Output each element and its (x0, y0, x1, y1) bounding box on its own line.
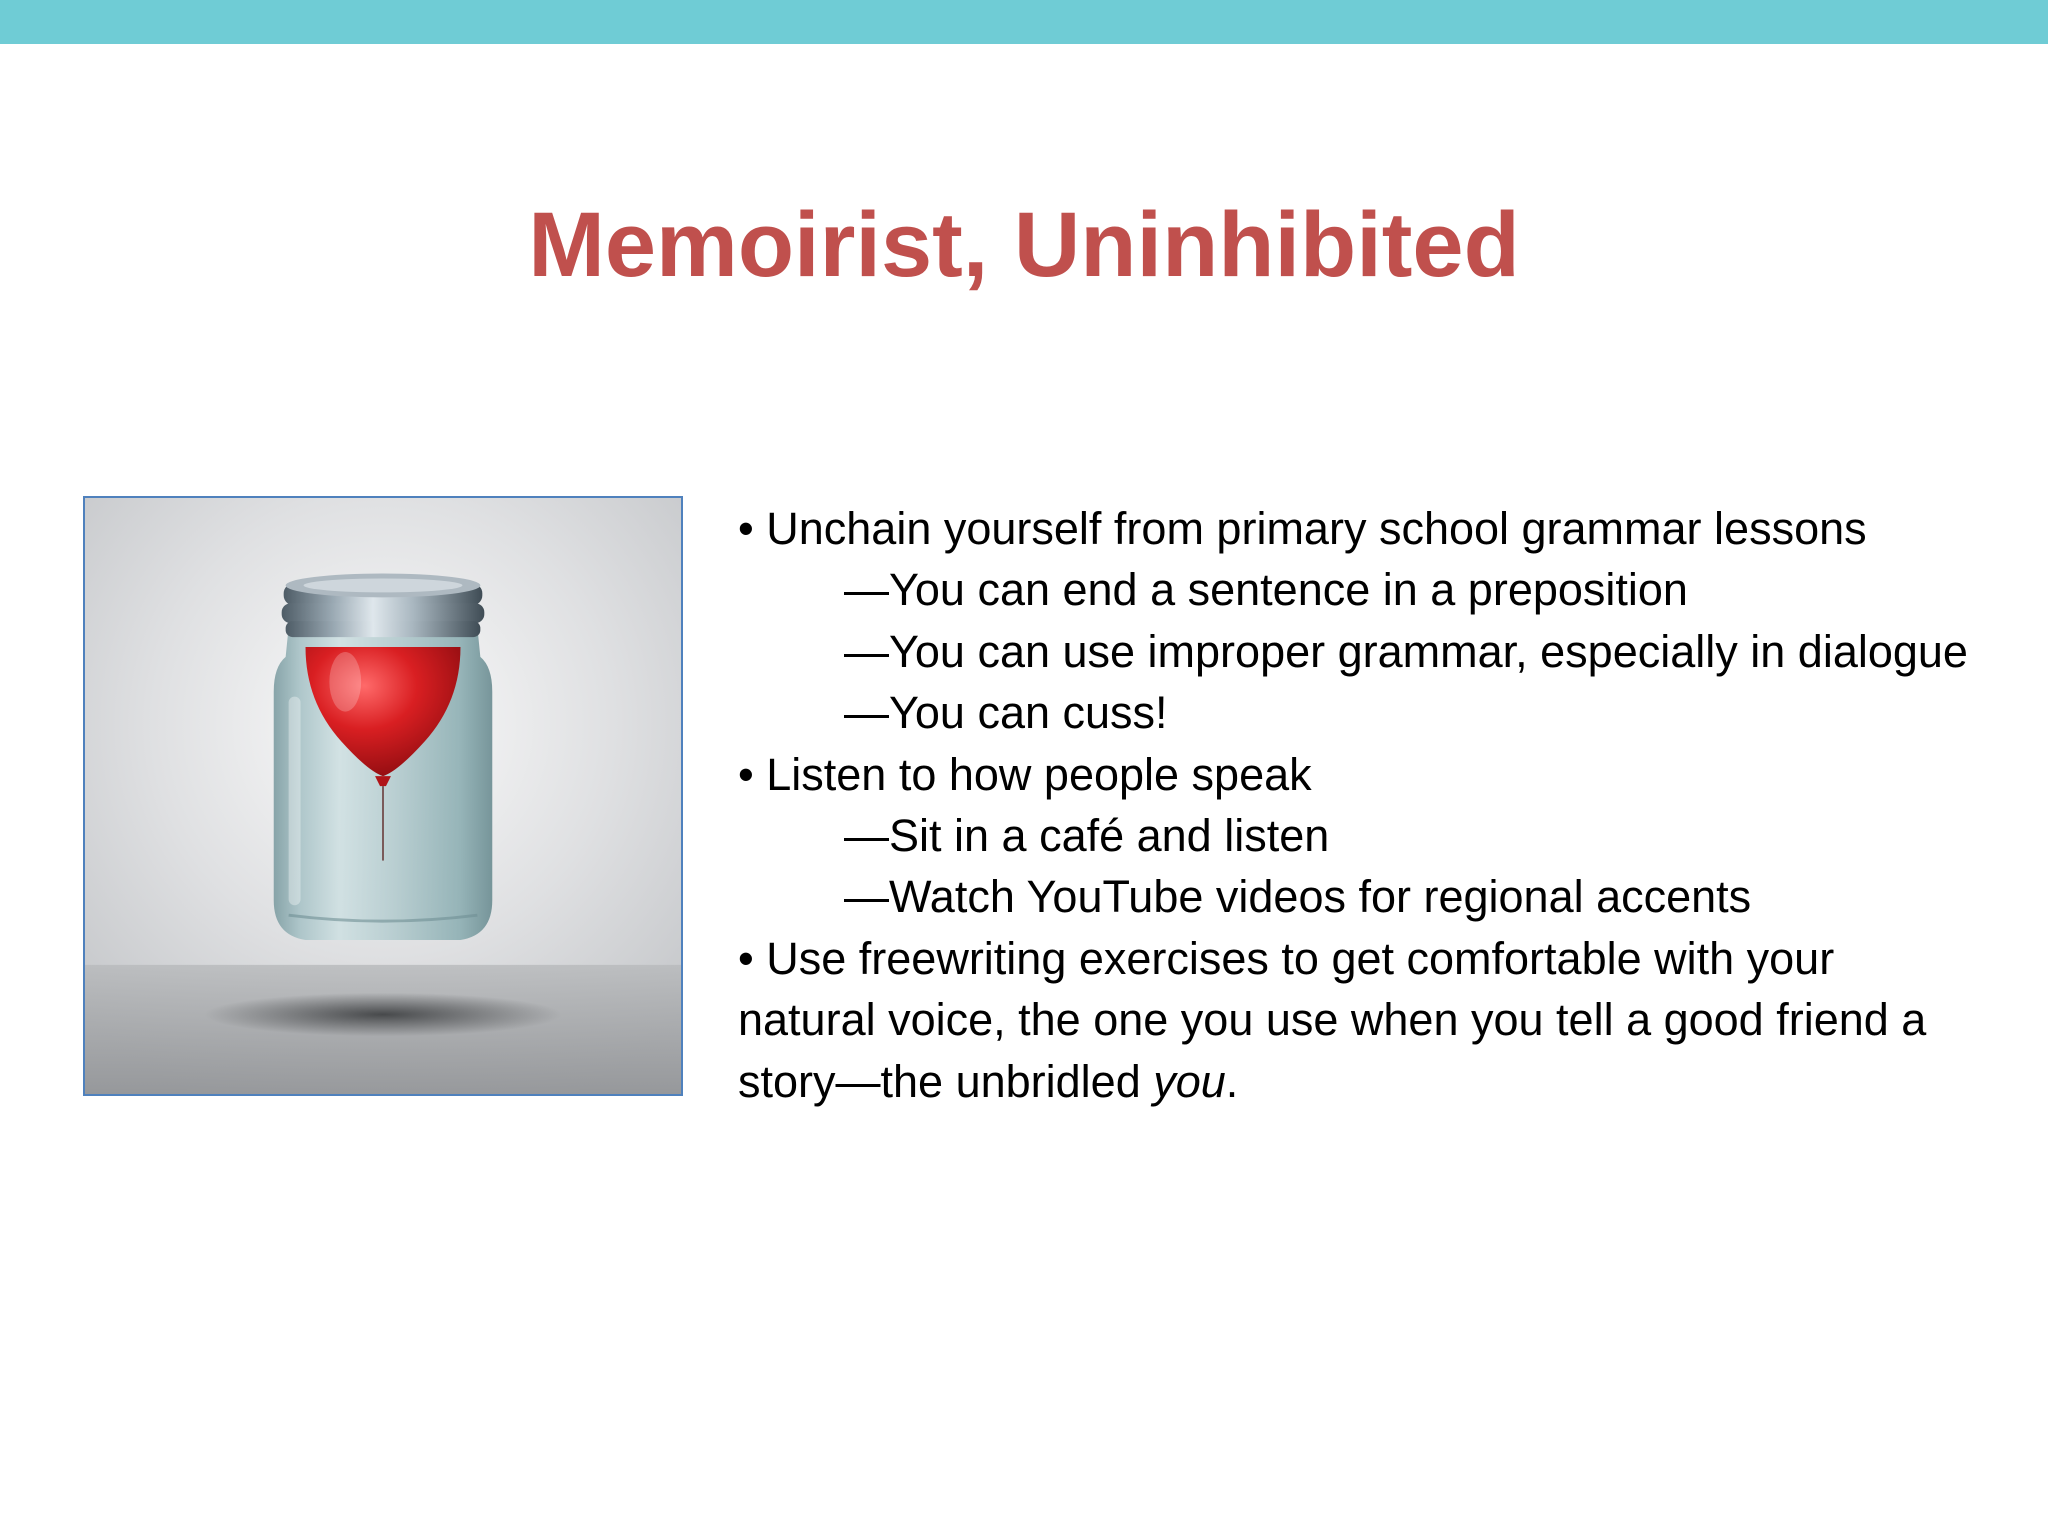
top-accent-bar (0, 0, 2048, 44)
bullet-freewriting-line-3 (738, 1051, 2038, 1112)
sub-bullet-cuss: —You can cuss! (844, 687, 1168, 739)
slide-title: Memoirist, Uninhibited (528, 194, 1520, 296)
sub-bullet-youtube: —Watch YouTube videos for regional accents (844, 871, 1752, 923)
bullet-freewriting-line-1: • Use freewriting exercises to get comfortable with your (738, 932, 1835, 984)
sub-bullet-improper-grammar: —You can use improper grammar, especially in dialogue (844, 625, 1968, 677)
freewriting-text-start: story—the unbridled (738, 1055, 1154, 1107)
sub-bullet-preposition: —You can end a sentence in a preposition (844, 564, 1688, 616)
jar-balloon-image (83, 496, 683, 1096)
bullet-list (738, 498, 2038, 1112)
freewriting-text-end: . (1225, 1055, 1239, 1107)
bullet-listen: • Listen to how people speak (738, 748, 1312, 800)
sub-bullet-cafe: —Sit in a café and listen (844, 810, 1330, 862)
jar-with-red-balloon-illustration-icon (85, 498, 681, 1094)
freewriting-emphasis-you: you (1153, 1055, 1226, 1107)
bullet-freewriting-line-2: natural voice, the one you use when you tell a good friend a (738, 994, 1927, 1046)
bullet-grammar: • Unchain yourself from primary school grammar lessons (738, 503, 1867, 554)
